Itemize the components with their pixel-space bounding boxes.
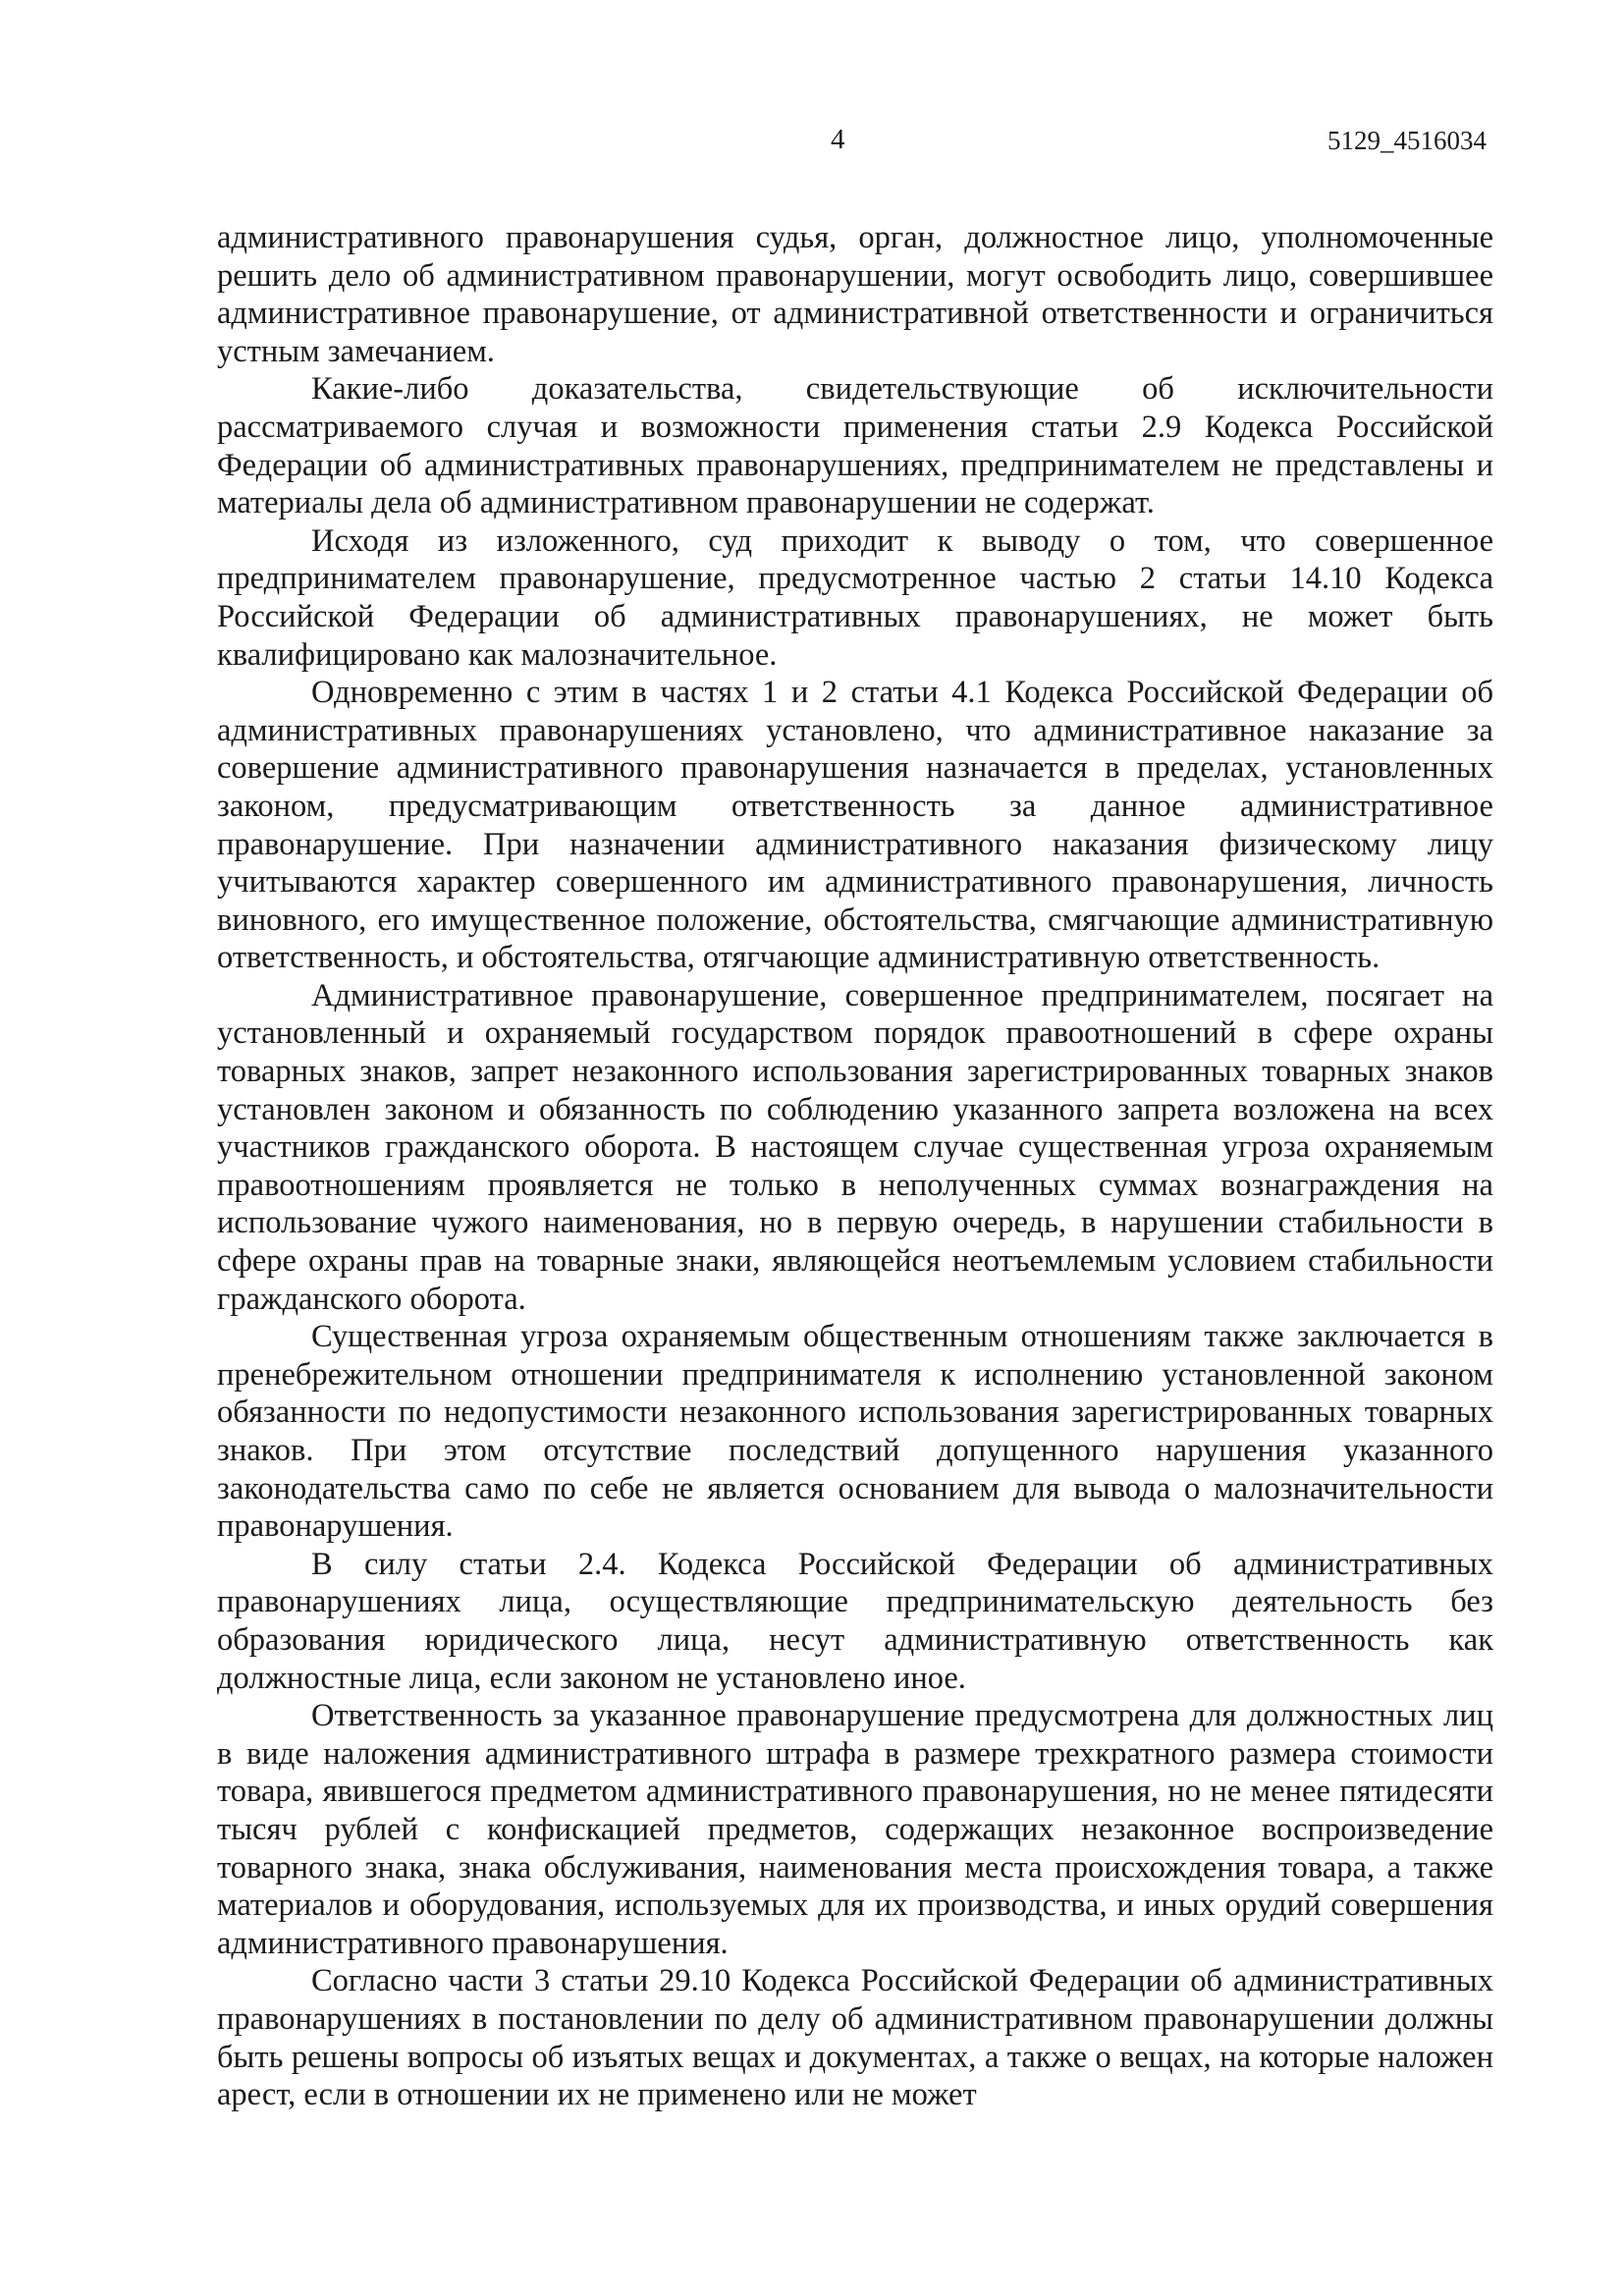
paragraph: административного правонарушения судья, орган, должностное лицо, уполномоченные решить дело об административном правонарушении, могут освободить лицо, совершившее административное правонарушение, от административной ответственности и ограничиться устным замечанием. [217,220,1493,369]
paragraph: Одновременно с этим в частях 1 и 2 статьи 4.1 Кодекса Российской Федерации об административных правонарушениях установлено, что административное наказание за совершение административного правонарушения назначается в пределах, установленных законом, предусматривающим ответственность за данное административное правонарушение. При назначении административного наказания физическому лицу учитываются характер совершенного им административного правонарушения, личность виновного, его имущественное положение, обстоятельства, смягчающие административную ответственность, и обстоятельства, отягчающие административную ответственность. [217,675,1493,976]
paragraph: В силу статьи 2.4. Кодекса Российской Федерации об административных правонарушениях лица, осуществляющие предпринимательскую деятельность без образования юридического лица, несут административную ответственность как должностные лица, если законом не установлено иное. [217,1546,1493,1696]
paragraph: Ответственность за указанное правонарушение предусмотрена для должностных лиц в виде наложения административного штрафа в размере трехкратного размера стоимости товара, явившегося предметом административного правонарушения, но не менее пятидесяти тысяч рублей с конфискацией предметов, содержащих незаконное воспроизведение товарного знака, знака обслуживания, наименования места происхождения товара, а также материалов и оборудования, используемых для их производства, и иных орудий совершения административного правонарушения. [217,1698,1493,1961]
page-number: 4 [831,124,845,155]
paragraph: Согласно части 3 статьи 29.10 Кодекса Российской Федерации об административных правонарушениях в постановлении по делу об административном правонарушении должны быть решены вопросы об изъятых вещах и документах, а также о вещах, на которые наложен арест, если в отношении их не применено или не может [217,1963,1493,2113]
paragraph: Административное правонарушение, совершенное предпринимателем, посягает на установленный и охраняемый государством порядок правоотношений в сфере охраны товарных знаков, запрет незаконного использования зарегистрированных товарных знаков установлен законом и обязанность по соблюдению указанного запрета возложена на всех участников гражданского оборота. В настоящем случае существенная угроза охраняемым правоотношениям проявляется не только в неполученных суммах вознаграждения на использование чужого наименования, но в первую очередь, в нарушении стабильности в сфере охраны прав на товарные знаки, являющейся неотъемлемым условием стабильности гражданского оборота. [217,977,1493,1317]
document-id: 5129_4516034 [1327,126,1487,155]
paragraph: Исходя из изложенного, суд приходит к выводу о том, что совершенное предпринимателем правонарушение, предусмотренное частью 2 статьи 14.10 Кодекса Российской Федерации об административных правонарушениях, не может быть квалифицировано как малозначительное. [217,522,1493,673]
paragraph: Какие-либо доказательства, свидетельствующие об исключительности рассматриваемого случая и возможности применения статьи 2.9 Кодекса Российской Федерации об административных правонарушениях, предпринимателем не представлены и материалы дела об административном правонарушении не содержат. [217,371,1493,521]
paragraph: Существенная угроза охраняемым общественным отношениям также заключается в пренебрежительном отношении предпринимателя к исполнению установленной законом обязанности по недопустимости незаконного использования зарегистрированных товарных знаков. При этом отсутствие последствий допущенного нарушения указанного законодательства само по себе не является основанием для вывода о малозначительности правонарушения. [217,1319,1493,1545]
document-body [217,219,1493,2114]
